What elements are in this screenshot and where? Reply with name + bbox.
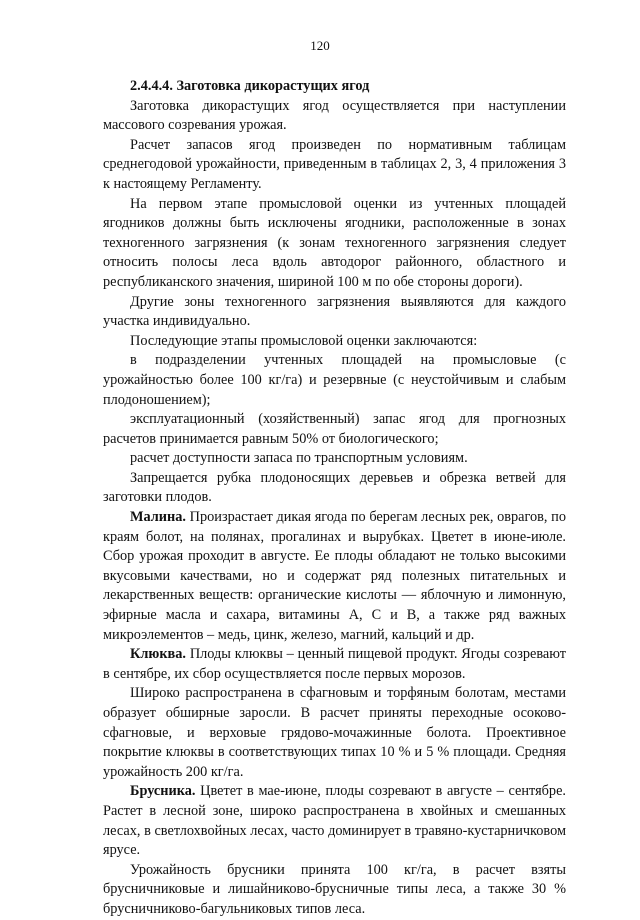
page-content (103, 77, 566, 920)
term-malina: Малина. (130, 509, 186, 526)
paragraph-malina (103, 508, 566, 645)
term-klyukva: Клюква. (130, 646, 186, 663)
paragraph-klyukva (103, 645, 566, 684)
brusnika-text: Цветет в мае-июне, плоды созревают в августе – сентябре. Растет в лесной зоне, широко распространена в хвойных и смешанных лесах, в светлохвойных лесах, часто доминирует в травяно-кустарничковом ярусе. (103, 783, 566, 859)
paragraph: Другие зоны техногенного загрязнения выявляются для каждого участка индивидуально. (103, 293, 566, 330)
paragraph: Заготовка дикорастущих ягод осуществляется при наступлении массового созревания урожая. (103, 97, 566, 134)
paragraph: Расчет запасов ягод произведен по нормативным таблицам среднегодовой урожайности, приведенным в таблицах 2, 3, 4 приложения 3 к настоящему Регламенту. (103, 136, 566, 192)
paragraph: в подразделении учтенных площадей на промысловые (с урожайностью более 100 кг/га) и резервные (с неустойчивым и слабым плодоношением); (103, 352, 566, 408)
paragraph: Последующие этапы промысловой оценки заключаются: (130, 332, 478, 349)
malina-text: Произрастает дикая ягода по берегам лесных рек, оврагов, по краям болот, на полянах, прогалинах и вырубках. Цветет в июне-июле. Сбор урожая проходит в августе. Ее плоды обладают не только высокими вкусовыми качествами, но и содержат ряд полезных питательных и лекарственных веществ: органические кислоты — яблочную и лимонную, эфирные масла и сахара, витамины А, С и В, а также ряд важных микроэлементов – медь, цинк, железо, магний, кальций и др. (103, 509, 566, 643)
paragraph-brusnika (103, 782, 566, 860)
paragraph: расчет доступности запаса по транспортным условиям. (130, 450, 468, 467)
paragraph: эксплуатационный (хозяйственный) запас ягод для прогнозных расчетов принимается равным 50% от биологического; (103, 411, 566, 447)
paragraph: Широко распространена в сфагновым и торфяным болотам, местами образует обширные заросли. В расчет приняты переходные осоково-сфагновые, и верховые грядово-мочажинные болота. Проективное покрытие клюквы в соответствующих типах 10 % и 5 % площади. Средняя урожайность 200 кг/га. (103, 685, 566, 780)
klyukva-text: Плоды клюквы – ценный пищевой продукт. Ягоды созревают в сентябре, их сбор осуществляется после первых морозов. (103, 646, 566, 682)
term-brusnika: Брусника. (130, 783, 196, 800)
paragraph: Запрещается рубка плодоносящих деревьев и обрезка ветвей для заготовки плодов. (103, 469, 566, 506)
page-number: 120 (310, 38, 330, 53)
paragraph: Урожайность брусники принята 100 кг/га, в расчет взяты брусничниковые и лишайниково-брусничные типы леса, а также 30 % брусничниково-багульниковых типов леса. (103, 861, 566, 917)
paragraph: На первом этапе промысловой оценки из учтенных площадей ягодников должны быть исключены ягодники, расположенные в зонах техногенного загрязнения (к зонам техногенного загрязнения следует относить полосы леса вдоль автодорог районного, областного и республиканского значения, шириной 100 м по обе стороны дороги). (103, 195, 566, 290)
section-heading: 2.4.4.4. Заготовка дикорастущих ягод (130, 78, 370, 94)
